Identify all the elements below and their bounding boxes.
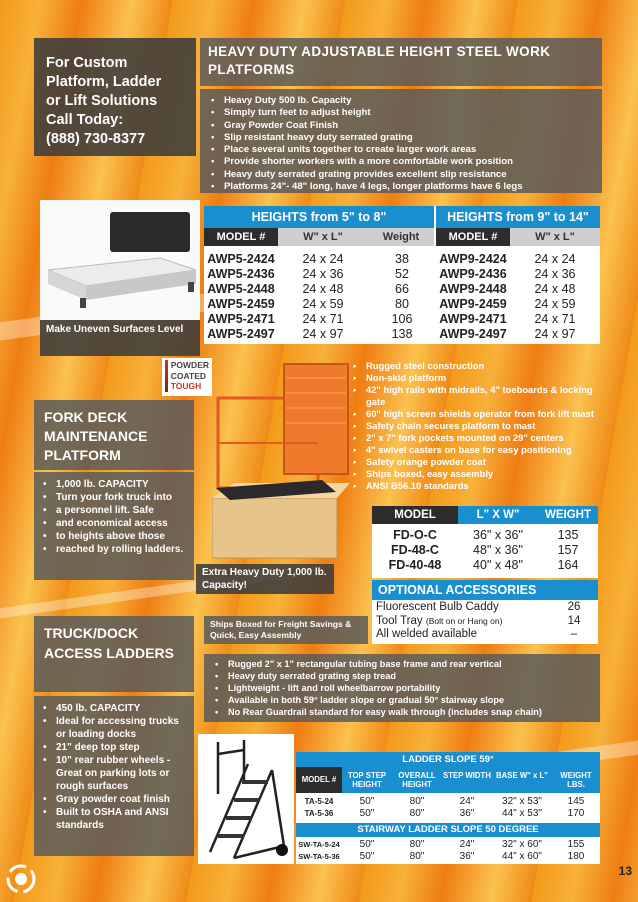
- size-cell: 24 x 24: [534, 252, 576, 266]
- col-header: Weight: [368, 228, 436, 246]
- table-row: [372, 558, 598, 573]
- size-cell: 24 x 71: [302, 312, 344, 326]
- accessory-row: [376, 628, 594, 642]
- size-cell: 24 x 59: [534, 297, 576, 311]
- bullet: • 42" high rails with midrails, 4" toeboards & locking gate: [352, 384, 604, 408]
- cell: 80": [409, 839, 425, 850]
- ladder-image: [198, 734, 294, 864]
- weight-cell: 106: [391, 312, 413, 326]
- badge-line: POWDER: [170, 360, 209, 370]
- model-cell: AWP5-2459: [207, 297, 275, 311]
- bullet: • Non-skid platform: [352, 372, 604, 384]
- weight-cell: 135: [557, 528, 579, 542]
- section1-bullet-list: [210, 95, 594, 193]
- bullet: • Slip resistant heavy duty serrated grating: [210, 132, 594, 144]
- section2-title: FORK DECK MAINTENANCE PLATFORM: [44, 409, 148, 463]
- table-heading-right: HEIGHTS from 9" to 14": [436, 206, 600, 228]
- bullet: • Place several units together to create larger work areas: [210, 144, 594, 156]
- section3-left-bullets-box: [34, 696, 194, 856]
- logo-icon: [4, 862, 38, 896]
- section2-right-list: [352, 360, 604, 492]
- col-header: MODEL #: [436, 228, 510, 246]
- contact-box: [34, 38, 196, 156]
- cell: 24": [459, 839, 475, 850]
- bullet: • Gray powder coat finish: [42, 793, 188, 806]
- model-cell: AWP9-2459: [439, 297, 507, 311]
- bullet: • Rugged 2" x 1" rectangular tubing base frame and rear vertical: [214, 658, 592, 670]
- contact-line: Call Today:: [46, 112, 124, 128]
- section2-right-bullets-box: [352, 360, 604, 498]
- accessory-name: All welded available: [376, 628, 478, 640]
- model-cell: FD-O-C: [393, 528, 437, 542]
- bullet: • Rugged steel construction: [352, 360, 604, 372]
- col-header: STEP WIDTH: [443, 771, 491, 780]
- bullet: • Platforms 24"- 48" long, have 4 legs, longer platforms have 6 legs: [210, 181, 594, 193]
- bullet: • 60" high screen shields operator from fork lift mast: [352, 408, 604, 420]
- ladder-rows: [296, 793, 600, 819]
- col-header: OVERALL HEIGHT: [398, 771, 436, 789]
- badge-line: COATED: [170, 370, 207, 381]
- table-row: [296, 851, 600, 863]
- fork-deck-image: [212, 358, 350, 568]
- bullet: • Heavy Duty 500 lb. Capacity: [210, 95, 594, 107]
- section2-left-list: [42, 478, 188, 556]
- cell: 80": [409, 796, 425, 807]
- table-row: [372, 543, 598, 558]
- model-cell: AWP9-2436: [439, 267, 507, 281]
- cell: 44" x 53": [502, 807, 542, 819]
- badge-line: TOUGH: [170, 381, 202, 391]
- table-row: [296, 839, 600, 851]
- table-row: [296, 808, 600, 820]
- weight-cell: 164: [557, 558, 579, 572]
- cell: 24": [459, 796, 475, 807]
- cell: 50": [359, 839, 375, 850]
- stairway-rows: [296, 837, 600, 862]
- bullet: • 21" deep top step: [42, 741, 188, 754]
- contact-line: Platform, Ladder: [46, 74, 162, 90]
- powder-coated-badge: [162, 358, 212, 396]
- col-header: WEIGHT LBS.: [560, 771, 592, 789]
- platform-image: [40, 200, 200, 320]
- cell: 36": [459, 807, 475, 819]
- weight-cell: 157: [557, 543, 579, 557]
- col-header: W" x L": [535, 231, 575, 243]
- size-cell: 48" x 36": [473, 543, 523, 557]
- section2-title-box: [34, 400, 194, 470]
- weight-cell: 38: [395, 252, 409, 266]
- bullet: • Simply turn feet to adjust height: [210, 107, 594, 119]
- weight-cell: 80: [395, 297, 409, 311]
- bullet: • Gray Powder Coat Finish: [210, 120, 594, 132]
- model-cell: AWP5-2497: [207, 327, 275, 341]
- accessory-row: [376, 601, 594, 615]
- bullet: • Built to OSHA and ANSI standards: [42, 806, 188, 832]
- cell: 170: [567, 807, 585, 819]
- bullet: • 450 lb. CAPACITY: [42, 702, 188, 715]
- accessory-row: [376, 615, 594, 629]
- cell: 145: [567, 796, 585, 807]
- model-cell: FD-48-C: [391, 543, 439, 557]
- accessory-value: 14: [567, 614, 581, 627]
- bullet: • Provide shorter workers with a more comfortable work position: [210, 156, 594, 168]
- weight-cell: 138: [391, 327, 413, 341]
- bullet: • and economical access: [42, 517, 188, 530]
- bullet: • 2" x 7" fork pockets mounted on 29" centers: [352, 432, 604, 444]
- model-cell: FD-40-48: [388, 558, 442, 572]
- bullet: • No Rear Guardrail standard for easy walk through (includes snap chain): [214, 706, 592, 718]
- accessory-name: Tool Tray: [376, 614, 423, 627]
- contact-line: or Lift Solutions: [46, 93, 158, 109]
- col-header: MODEL: [394, 509, 436, 521]
- weight-cell: 52: [395, 267, 409, 281]
- cell: 80": [409, 807, 425, 819]
- bullet: • Heavy duty serrated grating step tread: [214, 670, 592, 682]
- fork-deck-rows: [372, 524, 598, 573]
- page-number: 13: [618, 864, 632, 878]
- size-cell: 24 x 24: [302, 252, 344, 266]
- size-cell: 24 x 36: [302, 267, 344, 281]
- table-heading-left: HEIGHTS from 5" to 8": [204, 206, 436, 228]
- model-cell: AWP5-2471: [207, 312, 275, 326]
- section2-left-bullets-box: [34, 472, 194, 580]
- model-cell: AWP9-2497: [439, 327, 507, 341]
- accessory-value: –: [570, 628, 578, 640]
- model-cell: AWP5-2436: [207, 267, 275, 281]
- bullet: • 1,000 lb. CAPACITY: [42, 478, 188, 491]
- cell: 155: [567, 839, 585, 850]
- platform-specs-table: [204, 206, 600, 344]
- section1-caption: Make Uneven Surfaces Level: [40, 320, 200, 356]
- section3-left-list: [42, 702, 188, 832]
- model-cell: AWP5-2448: [207, 282, 275, 296]
- cell: 50": [359, 796, 375, 807]
- size-cell: 24 x 97: [302, 327, 344, 341]
- col-header: MODEL #: [296, 767, 342, 793]
- table-row: [204, 252, 600, 267]
- bullet: • to heights above those: [42, 530, 188, 543]
- table-row: [372, 528, 598, 543]
- bullet: • 10" rear rubber wheels - Great on parking lots or rough surfaces: [42, 754, 188, 793]
- model-cell: AWP9-2424: [439, 252, 507, 266]
- model-cell: AWP9-2471: [439, 312, 507, 326]
- bullet: • Available in both 59° ladder slope or gradual 50° stairway slope: [214, 694, 592, 706]
- table-row: [204, 312, 600, 327]
- ladder-table: [296, 752, 600, 864]
- model-cell: SW-TA-5-36: [298, 851, 340, 861]
- table-row: [204, 327, 600, 342]
- badge-icon: [165, 360, 168, 392]
- table-row: [296, 796, 600, 808]
- cell: 50": [359, 807, 375, 819]
- bullet: • reached by rolling ladders.: [42, 543, 188, 556]
- col-header: BASE W" x L": [495, 771, 548, 780]
- section3-title: TRUCK/DOCK ACCESS LADDERS: [44, 625, 174, 661]
- bullet: • 4" swivel casters on base for easy positioning: [352, 444, 604, 456]
- table-row: [204, 297, 600, 312]
- cell: 50": [359, 850, 375, 862]
- section1-title-bar: [200, 38, 602, 86]
- table-row: [204, 282, 600, 297]
- accessory-name: Fluorescent Bulb Caddy: [376, 601, 499, 613]
- size-cell: 24 x 48: [534, 282, 576, 296]
- ships-caption: Ships Boxed for Freight Savings & Quick, Easy Assembly: [204, 616, 368, 644]
- bullet: • Safety orange powder coat: [352, 456, 604, 468]
- col-header: L" X W": [458, 506, 538, 524]
- bullet: • Lightweight - lift and roll wheelbarrow portability: [214, 682, 592, 694]
- cell: 32" x 53": [502, 796, 542, 807]
- size-cell: 24 x 97: [534, 327, 576, 341]
- bullet: • Ships boxed, easy assembly: [352, 468, 604, 480]
- bullet: • Safety chain secures platform to mast: [352, 420, 604, 432]
- size-cell: 24 x 59: [302, 297, 344, 311]
- table-row: [204, 267, 600, 282]
- accessories-heading: OPTIONAL ACCESSORIES: [372, 580, 598, 600]
- accessory-note: (Bolt on or Hang on): [425, 615, 503, 626]
- model-cell: AWP5-2424: [207, 252, 275, 266]
- col-header: WEIGHT: [538, 506, 598, 524]
- section3-right-list: [214, 658, 592, 718]
- size-cell: 24 x 36: [534, 267, 576, 281]
- accessories-table: [372, 600, 598, 644]
- col-header: TOP STEP HEIGHT: [347, 771, 387, 789]
- capacity-caption: Extra Heavy Duty 1,000 lb. Capacity!: [196, 564, 334, 594]
- size-cell: 24 x 48: [302, 282, 344, 296]
- weight-cell: 66: [395, 282, 409, 296]
- cell: 180: [567, 850, 585, 862]
- col-header: MODEL #: [204, 228, 278, 246]
- cell: 36": [459, 850, 475, 862]
- cell: 32" x 60": [502, 839, 542, 850]
- platform-rows: [204, 246, 600, 342]
- accessory-value: 26: [567, 601, 581, 613]
- bullet: • Ideal for accessing trucks or loading docks: [42, 715, 188, 741]
- model-cell: TA-5-24: [304, 797, 334, 806]
- col-header: W" x L": [303, 231, 343, 243]
- size-cell: 24 x 71: [534, 312, 576, 326]
- model-cell: TA-5-36: [304, 808, 334, 818]
- section1-bullets-box: [200, 89, 602, 193]
- bullet: • ANSI B56.10 standards: [352, 480, 604, 492]
- section1-title: HEAVY DUTY ADJUSTABLE HEIGHT STEEL WORK PLATFORMS: [208, 44, 551, 77]
- section3-title-box: [34, 616, 194, 692]
- model-cell: AWP9-2448: [439, 282, 507, 296]
- bullet: • Heavy duty serrated grating provides excellent slip resistance: [210, 169, 594, 181]
- size-cell: 40" x 48": [473, 558, 523, 572]
- contact-line: For Custom: [46, 55, 128, 71]
- bullet: • a personnel lift. Safe: [42, 504, 188, 517]
- size-cell: 36" x 36": [473, 528, 523, 542]
- model-cell: SW-TA-5-24: [298, 840, 340, 849]
- fork-deck-table: [372, 506, 598, 578]
- cell: 80": [409, 850, 425, 862]
- bullet: • Turn your fork truck into: [42, 491, 188, 504]
- cell: 44" x 60": [502, 850, 542, 862]
- contact-phone[interactable]: (888) 730-8377: [46, 131, 146, 147]
- ladder-heading: LADDER SLOPE 59°: [296, 752, 600, 767]
- stairway-heading: STAIRWAY LADDER SLOPE 50 DEGREE: [296, 823, 600, 837]
- section3-right-bullets-box: [204, 654, 600, 722]
